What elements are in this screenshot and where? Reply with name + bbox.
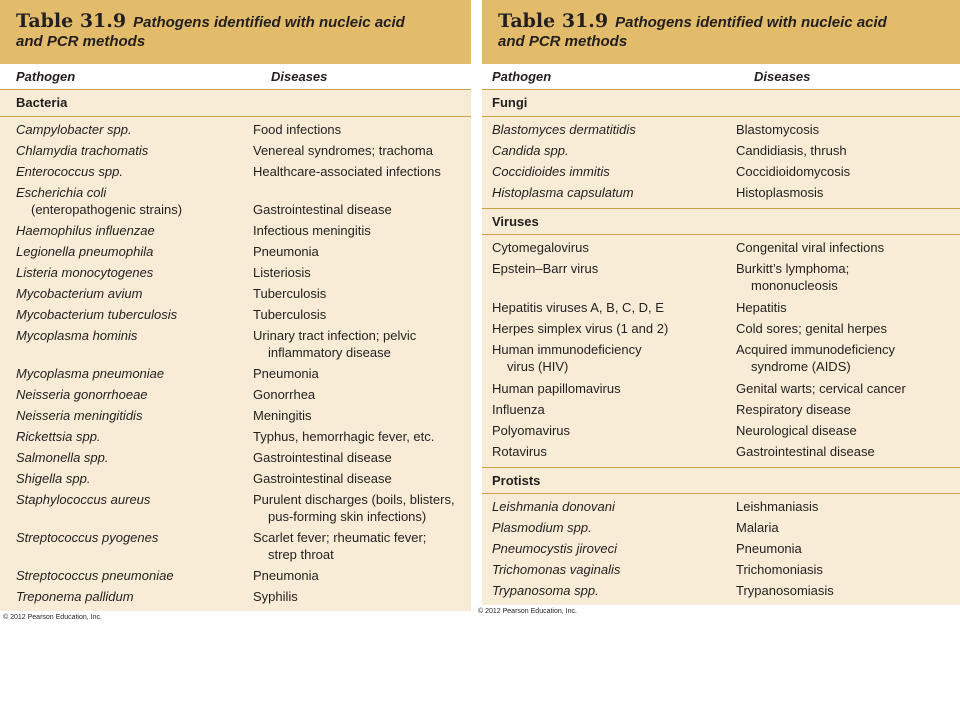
table-row [0, 327, 471, 365]
table-row [482, 260, 960, 299]
table-left-panel [0, 0, 471, 621]
column-header-pathogen: Pathogen [16, 69, 76, 84]
pathogen-cell [492, 320, 668, 337]
table-row [0, 264, 471, 285]
disease-line: Healthcare-associated infections [253, 164, 441, 179]
pathogen-line: Pneumocystis jiroveci [492, 541, 617, 556]
table-row [482, 401, 960, 422]
disease-cell [253, 407, 312, 424]
disease-cell [736, 184, 823, 201]
disease-cell [253, 365, 319, 382]
pathogen-cell [492, 540, 617, 557]
table-row [482, 163, 960, 184]
pathogen-line: Polyomavirus [492, 423, 571, 438]
pathogen-line: Neisseria meningitidis [16, 408, 143, 423]
disease-cell [253, 306, 326, 323]
table-body [482, 90, 960, 605]
table-right-panel [478, 0, 960, 615]
pathogen-cell [16, 470, 90, 487]
pathogen-line: Escherichia coli [16, 185, 107, 200]
table-title-bar [482, 0, 960, 64]
pathogen-cell [16, 121, 132, 138]
table-row [482, 519, 960, 540]
pathogen-cell [492, 239, 589, 256]
pathogen-cell [492, 299, 664, 316]
disease-line: pus-forming skin infections) [268, 509, 427, 524]
table-row [482, 422, 960, 443]
pathogen-cell [492, 260, 598, 277]
pathogen-line: Enterococcus spp. [16, 164, 123, 179]
table-number: Table 31.9 [498, 10, 609, 32]
disease-cell [253, 449, 392, 466]
pathogen-cell [16, 327, 137, 344]
disease-line: Cold sores; genital herpes [736, 321, 888, 336]
disease-line: Purulent discharges (boils, blisters, [253, 492, 455, 507]
disease-cell [253, 163, 441, 180]
pathogen-line: Rickettsia spp. [16, 429, 101, 444]
column-header-row [0, 64, 471, 90]
disease-line: Infectious meningitis [253, 223, 371, 238]
table-row [0, 567, 471, 588]
disease-line: Trichomoniasis [736, 562, 823, 577]
pathogen-cell [16, 184, 182, 218]
pathogen-line: Neisseria gonorrhoeae [16, 387, 148, 402]
pathogen-line: Blastomyces dermatitidis [492, 122, 636, 137]
disease-cell [736, 142, 847, 159]
table-row [482, 498, 960, 519]
table-title-line2: and PCR methods [16, 33, 146, 50]
pathogen-line: Coccidioides immitis [492, 164, 610, 179]
pathogen-line: Cytomegalovirus [492, 240, 589, 255]
disease-line: Trypanosomiasis [736, 583, 834, 598]
disease-line: inflammatory disease [268, 345, 391, 360]
table-row [0, 428, 471, 449]
disease-line: Neurological disease [736, 423, 857, 438]
table-row [0, 491, 471, 529]
table-row [0, 386, 471, 407]
pathogen-line: Human immunodeficiency [492, 342, 642, 357]
disease-cell [736, 341, 895, 375]
table-row [482, 380, 960, 401]
table-row [482, 184, 960, 203]
disease-line: mononucleosis [751, 278, 838, 293]
table-row [0, 222, 471, 243]
table-row [0, 121, 471, 142]
disease-line: Leishmaniasis [736, 499, 819, 514]
pathogen-line: virus (HIV) [507, 359, 569, 374]
disease-line: strep throat [268, 547, 334, 562]
pathogen-cell [16, 567, 174, 584]
disease-cell [736, 163, 850, 180]
disease-line: Gonorrhea [253, 387, 316, 402]
disease-cell [253, 588, 298, 605]
disease-line: Venereal syndromes; trachoma [253, 143, 433, 158]
section-heading: Protists [482, 467, 960, 494]
pathogen-line: Treponema pallidum [16, 589, 134, 604]
disease-line [253, 184, 392, 201]
pathogen-cell [492, 582, 599, 599]
disease-line: Gastrointestinal disease [736, 444, 875, 459]
pathogen-line: Candida spp. [492, 143, 569, 158]
table-row [482, 540, 960, 561]
disease-cell [736, 443, 875, 460]
disease-line: Histoplasmosis [736, 185, 824, 200]
disease-cell [253, 264, 311, 281]
table-title-line1: Pathogens identified with nucleic acid [133, 14, 405, 31]
disease-cell [253, 386, 315, 403]
section-heading: Viruses [482, 208, 960, 235]
disease-cell [736, 380, 906, 397]
table-body [0, 90, 471, 611]
disease-line: syndrome (AIDS) [751, 359, 851, 374]
section-rows [482, 117, 960, 208]
disease-line: Malaria [736, 520, 779, 535]
disease-cell [736, 561, 823, 578]
disease-line: Acquired immunodeficiency [736, 342, 895, 357]
table-row [0, 306, 471, 327]
pathogen-cell [16, 163, 123, 180]
table-row [482, 443, 960, 462]
table-row [0, 470, 471, 491]
disease-line: Gastrointestinal disease [253, 202, 392, 217]
pathogen-cell [492, 519, 592, 536]
table-title-line2: and PCR methods [498, 33, 628, 50]
pathogen-cell [492, 121, 636, 138]
disease-line: Congenital viral infections [736, 240, 885, 255]
disease-cell [736, 582, 834, 599]
pathogen-cell [492, 380, 621, 397]
pathogen-cell [492, 163, 610, 180]
pathogen-line: Human papillomavirus [492, 381, 621, 396]
pathogen-cell [16, 491, 150, 508]
pathogen-line: Hepatitis viruses A, B, C, D, E [492, 300, 664, 315]
pathogen-cell [16, 306, 177, 323]
pathogen-cell [16, 365, 164, 382]
pathogen-line: Listeria monocytogenes [16, 265, 154, 280]
pathogen-cell [492, 498, 615, 515]
pathogen-line: Mycobacterium avium [16, 286, 143, 301]
disease-cell [253, 529, 426, 563]
column-header-diseases: Diseases [754, 69, 811, 84]
disease-line: Food infections [253, 122, 342, 137]
pathogen-cell [16, 285, 142, 302]
disease-line: Meningitis [253, 408, 312, 423]
disease-cell [253, 285, 326, 302]
disease-line: Listeriosis [253, 265, 311, 280]
disease-cell [253, 491, 455, 525]
pathogen-cell [16, 449, 109, 466]
table-row [482, 561, 960, 582]
pathogen-line: Trypanosoma spp. [492, 583, 599, 598]
table-number: Table 31.9 [16, 10, 127, 32]
table-row [0, 407, 471, 428]
disease-cell [736, 540, 802, 557]
pathogen-line: Mycobacterium tuberculosis [16, 307, 178, 322]
pathogen-line: Salmonella spp. [16, 450, 109, 465]
pathogen-cell [16, 222, 155, 239]
disease-line: Candidiasis, thrush [736, 143, 847, 158]
disease-cell [736, 422, 857, 439]
table-row [0, 588, 471, 606]
pathogen-line: Mycoplasma hominis [16, 328, 138, 343]
disease-cell [736, 519, 779, 536]
table-title-line1: Pathogens identified with nucleic acid [615, 14, 887, 31]
disease-line: Blastomycosis [736, 122, 820, 137]
disease-cell [253, 222, 371, 239]
pathogen-line: Trichomonas vaginalis [492, 562, 621, 577]
disease-line: Tuberculosis [253, 307, 327, 322]
disease-cell [736, 121, 819, 138]
disease-cell [736, 299, 787, 316]
pathogen-cell [492, 401, 545, 418]
disease-cell [253, 243, 319, 260]
disease-cell [736, 498, 818, 515]
pathogen-line: Herpes simplex virus (1 and 2) [492, 321, 669, 336]
copyright-notice: © 2012 Pearson Education, Inc. [3, 614, 102, 621]
table-row [482, 239, 960, 260]
disease-line: Pneumonia [736, 541, 802, 556]
pathogen-line: Legionella pneumophila [16, 244, 154, 259]
pathogen-cell [492, 422, 570, 439]
pathogen-line: Rotavirus [492, 444, 547, 459]
copyright-notice: © 2012 Pearson Education, Inc. [478, 608, 577, 615]
pathogen-cell [16, 407, 142, 424]
disease-line: Gastrointestinal disease [253, 450, 392, 465]
table-row [0, 449, 471, 470]
table-row [0, 184, 471, 222]
pathogen-line: Staphylococcus aureus [16, 492, 151, 507]
table-row [482, 582, 960, 600]
section-rows [482, 494, 960, 605]
disease-line: Genital warts; cervical cancer [736, 381, 906, 396]
pathogen-line: (enteropathogenic strains) [31, 202, 183, 217]
pathogen-cell [492, 443, 547, 460]
column-header-diseases: Diseases [271, 69, 328, 84]
disease-line: Pneumonia [253, 568, 319, 583]
disease-cell [253, 470, 392, 487]
disease-cell [736, 401, 851, 418]
disease-cell [253, 184, 392, 218]
disease-line: Burkitt’s lymphoma; [736, 261, 850, 276]
table-row [482, 341, 960, 380]
pathogen-line: Leishmania donovani [492, 499, 615, 514]
table-title-bar [0, 0, 471, 64]
table-row [482, 299, 960, 320]
table-row [482, 121, 960, 142]
section-rows [0, 117, 471, 611]
table-row [0, 163, 471, 184]
pathogen-cell [492, 341, 642, 375]
pathogen-cell [16, 142, 148, 159]
pathogen-line: Campylobacter spp. [16, 122, 132, 137]
disease-line: Respiratory disease [736, 402, 851, 417]
table-row [0, 529, 471, 567]
disease-cell [253, 567, 319, 584]
section-heading: Bacteria [0, 90, 471, 117]
pathogen-line: Influenza [492, 402, 545, 417]
disease-line: Tuberculosis [253, 286, 327, 301]
disease-cell [253, 142, 433, 159]
pathogen-line: Streptococcus pneumoniae [16, 568, 174, 583]
disease-cell [253, 121, 341, 138]
disease-line: Scarlet fever; rheumatic fever; [253, 530, 427, 545]
disease-cell [253, 327, 416, 361]
pathogen-cell [492, 561, 620, 578]
section-heading: Fungi [482, 90, 960, 117]
pathogen-cell [16, 428, 101, 445]
table-row [482, 142, 960, 163]
table-row [0, 285, 471, 306]
pathogen-line: Chlamydia trachomatis [16, 143, 149, 158]
pathogen-cell [16, 243, 153, 260]
disease-cell [736, 260, 849, 294]
pathogen-line: Histoplasma capsulatum [492, 185, 634, 200]
pathogen-cell [16, 264, 153, 281]
pathogen-line: Shigella spp. [16, 471, 91, 486]
disease-line: Pneumonia [253, 244, 319, 259]
disease-line: Hepatitis [736, 300, 787, 315]
disease-line: Syphilis [253, 589, 298, 604]
pathogen-line: Epstein–Barr virus [492, 261, 599, 276]
pathogen-cell [16, 529, 158, 546]
section-rows [482, 235, 960, 467]
pathogen-cell [16, 386, 148, 403]
disease-line: Gastrointestinal disease [253, 471, 392, 486]
pathogen-cell [16, 588, 134, 605]
pathogen-line: Plasmodium spp. [492, 520, 592, 535]
table-row [0, 142, 471, 163]
pathogen-line: Haemophilus influenzae [16, 223, 155, 238]
table-row [0, 243, 471, 264]
disease-line: Coccidioidomycosis [736, 164, 851, 179]
pathogen-cell [492, 184, 634, 201]
table-row [482, 320, 960, 341]
disease-cell [736, 320, 887, 337]
pathogen-line: Mycoplasma pneumoniae [16, 366, 165, 381]
pathogen-line: Streptococcus pyogenes [16, 530, 159, 545]
column-header-pathogen: Pathogen [492, 69, 552, 84]
disease-cell [736, 239, 884, 256]
table-row [0, 365, 471, 386]
disease-line: Pneumonia [253, 366, 319, 381]
disease-line: Urinary tract infection; pelvic [253, 328, 417, 343]
column-header-row [482, 64, 960, 90]
disease-line: Typhus, hemorrhagic fever, etc. [253, 429, 435, 444]
pathogen-cell [492, 142, 569, 159]
disease-cell [253, 428, 434, 445]
